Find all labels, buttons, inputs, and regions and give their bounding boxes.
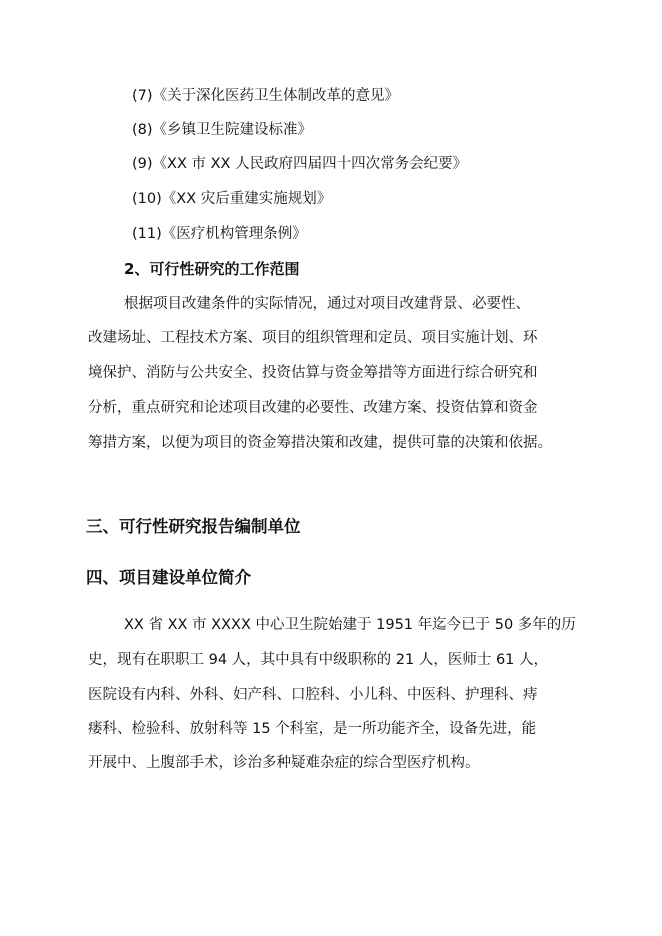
- paragraph-line: XX 省 XX 市 XXXX 中心卫生院始建于 1951 年迄今已于 50 多年的历: [124, 617, 576, 633]
- heading-section-3: 三、可行性研究报告编制单位: [86, 517, 301, 536]
- reference-item: (11)《医疗机构管理条例》: [132, 226, 307, 242]
- paragraph-line: 瘘科、检验科、放射科等 15 个科室，是一所功能齐全，设备先进，能: [88, 721, 537, 737]
- paragraph-line: 筹措方案，以便为项目的资金筹措决策和改建，提供可靠的决策和依据。: [88, 435, 552, 451]
- heading-section-4: 四、项目建设单位简介: [86, 568, 251, 587]
- reference-item: (7)《关于深化医药卫生体制改革的意见》: [132, 88, 400, 104]
- paragraph-line: 改建场址、工程技术方案、项目的组织管理和定员、项目实施计划、环: [88, 330, 538, 346]
- paragraph-line: 分析，重点研究和论述项目改建的必要性、改建方案、投资估算和资金: [88, 400, 538, 416]
- paragraph-line: 境保护、消防与公共安全、投资估算与资金筹措等方面进行综合研究和: [88, 365, 538, 381]
- paragraph-line: 医院设有内科、外科、妇产科、口腔科、小儿科、中医科、护理科、痔: [88, 687, 538, 703]
- reference-item: (9)《XX 市 XX 人民政府四届四十四次常务会纪要》: [132, 156, 468, 172]
- reference-item: (10)《XX 灾后重建实施规划》: [132, 191, 332, 207]
- section-2-title: 2、可行性研究的工作范围: [124, 260, 300, 278]
- paragraph-line: 根据项目改建条件的实际情况，通过对项目改建背景、必要性、: [124, 296, 530, 312]
- reference-item: (8)《乡镇卫生院建设标准》: [132, 122, 313, 138]
- paragraph-line: 史，现有在职职工 94 人，其中具有中级职称的 21 人，医师士 61 人，: [88, 652, 549, 668]
- paragraph-line: 开展中、上腹部手术，诊治多种疑难杂症的综合型医疗机构。: [88, 755, 480, 771]
